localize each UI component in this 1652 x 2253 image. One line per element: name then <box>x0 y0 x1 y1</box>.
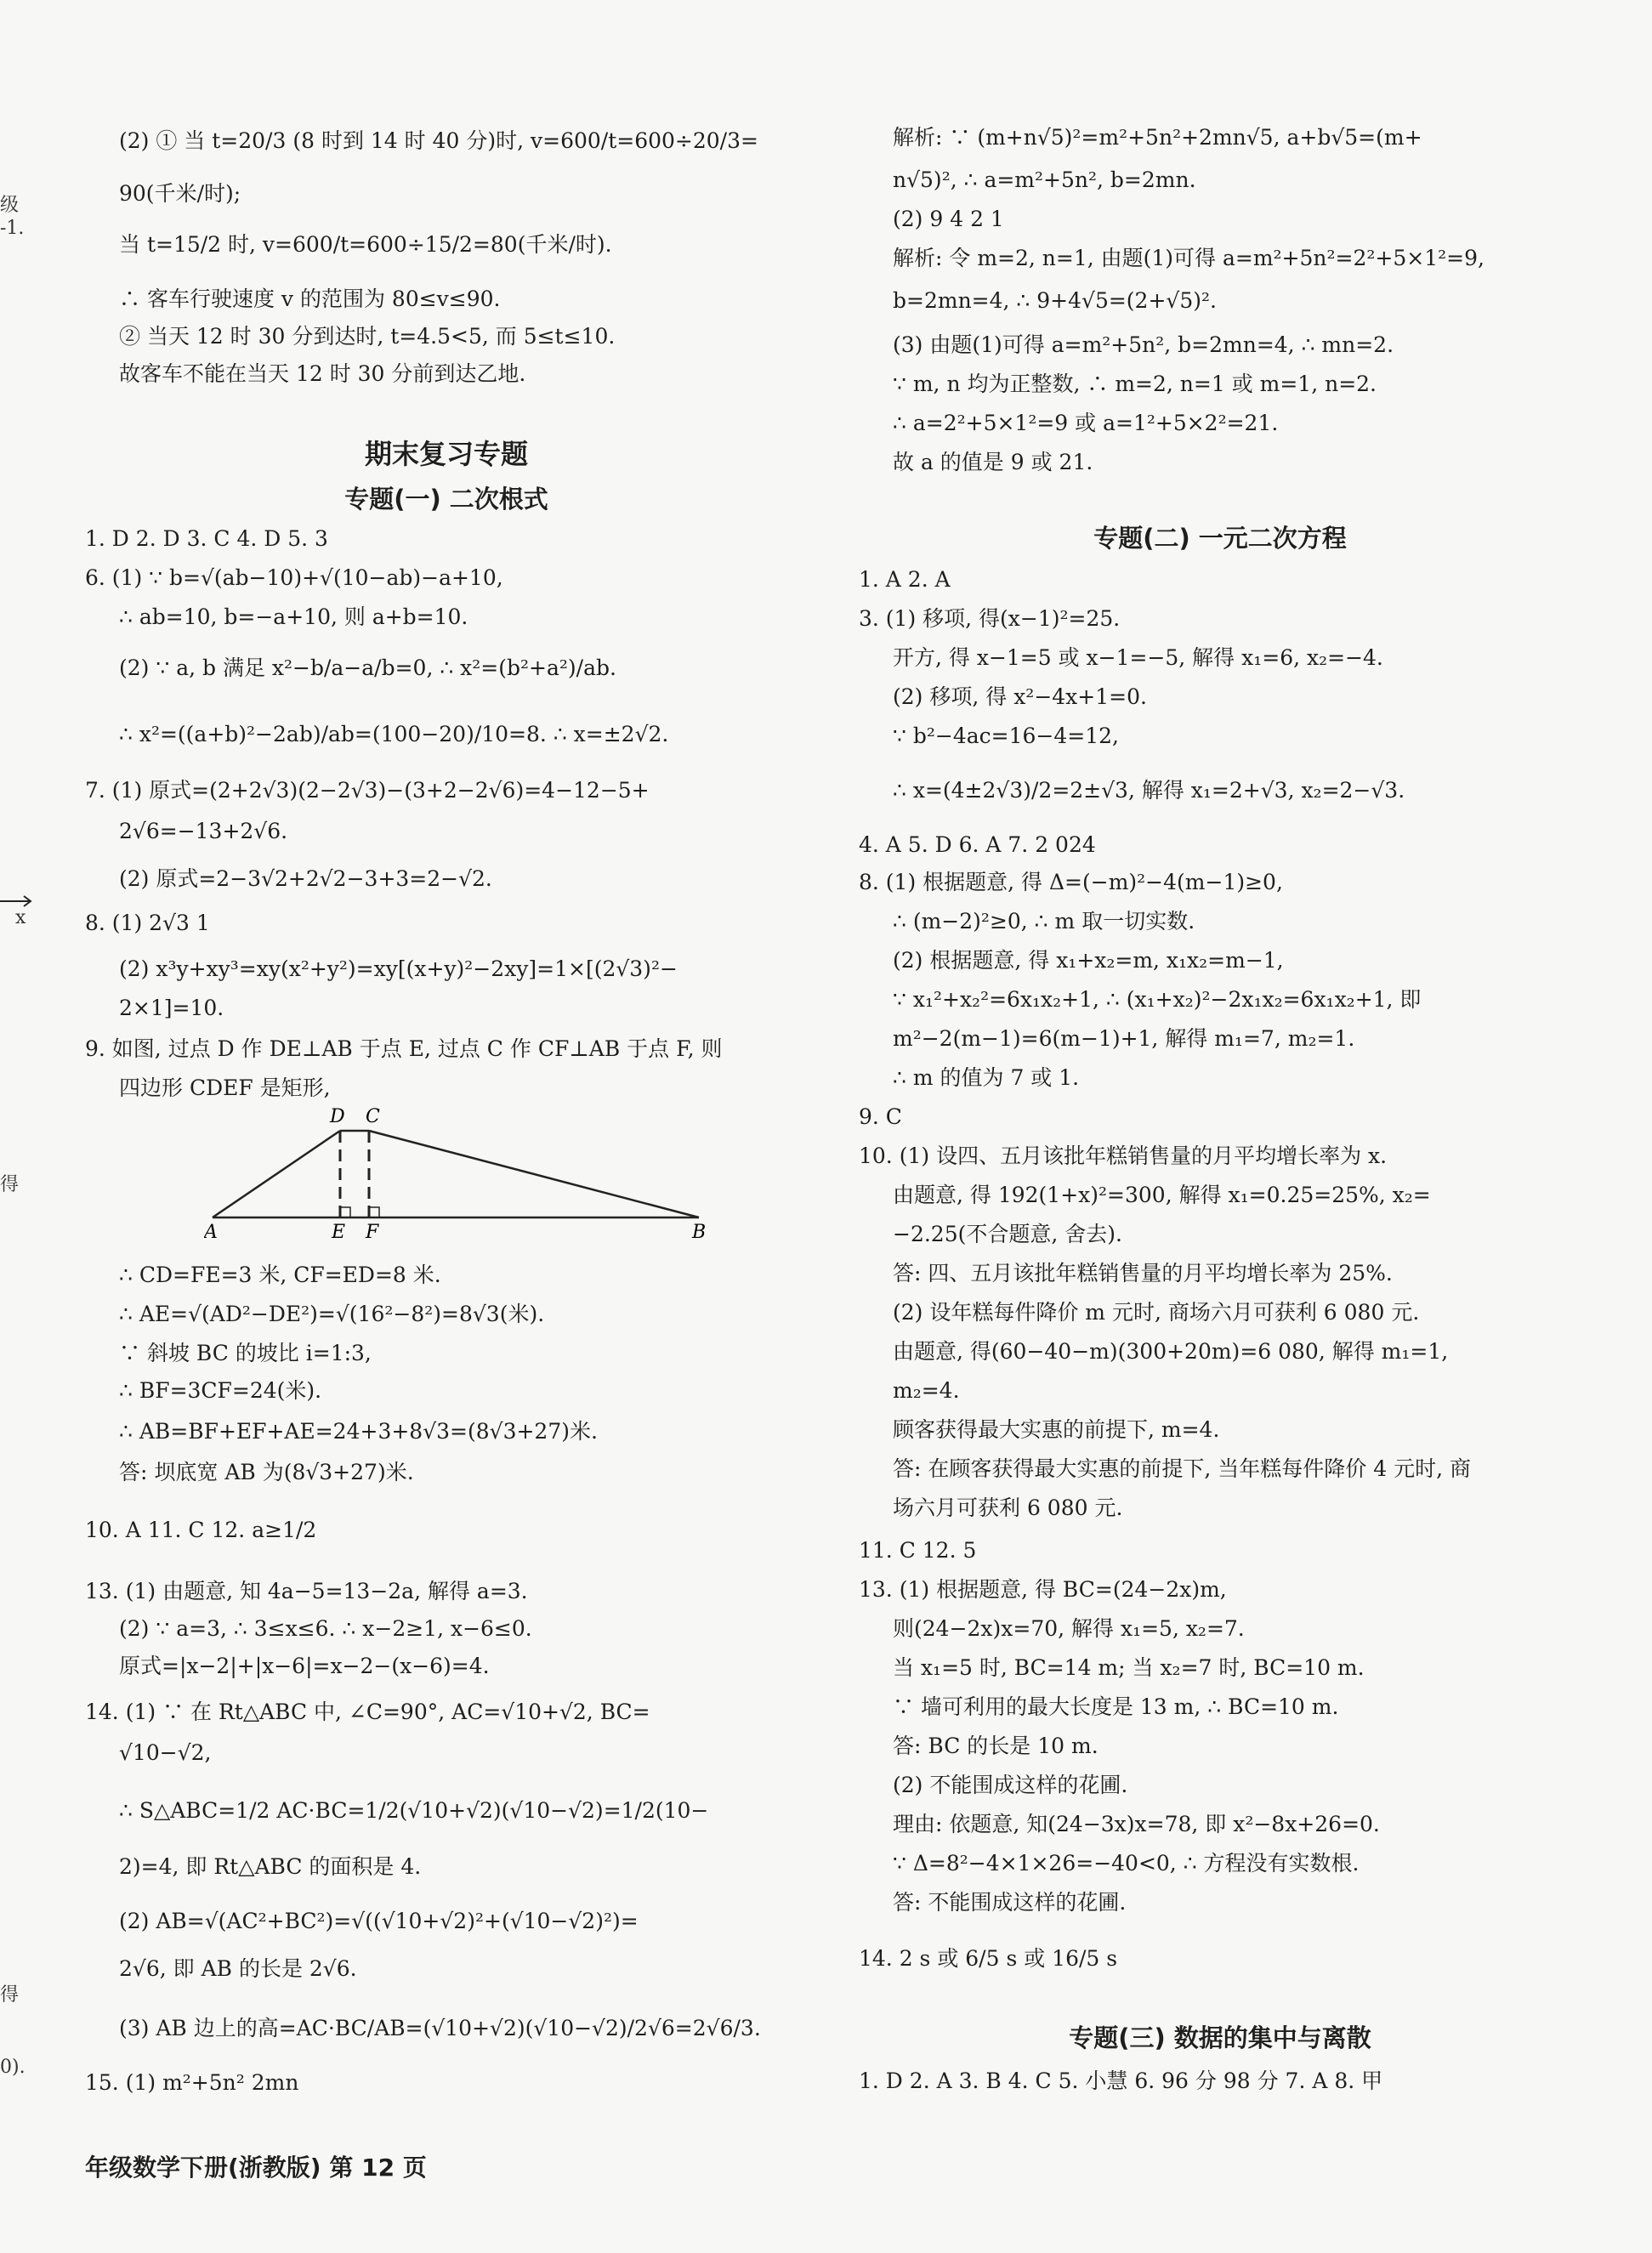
answer-line: m²−2(m−1)=6(m−1)+1, 解得 m₁=7, m₂=1. <box>893 1026 1355 1051</box>
text-line: 故客车不能在当天 12 时 30 分前到达乙地. <box>119 361 526 386</box>
answer-line: m₂=4. <box>893 1378 960 1403</box>
answer-line: 2×1]=10. <box>119 996 224 1020</box>
answer-line: 13. (1) 由题意, 知 4a−5=13−2a, 解得 a=3. <box>85 1579 528 1603</box>
answer-line: 当 x₁=5 时, BC=14 m; 当 x₂=7 时, BC=10 m. <box>893 1655 1365 1680</box>
text-line: n√5)², ∴ a=m²+5n², b=2mn. <box>893 167 1196 192</box>
answer-line: 1. D 2. A 3. B 4. C 5. 小慧 6. 96 分 98 分 7. A 8. 甲 <box>859 2069 1383 2093</box>
answer-line: (2) 移项, 得 x²−4x+1=0. <box>893 684 1147 709</box>
answer-line: 答: 四、五月该批年糕销售量的月平均增长率为 25%. <box>893 1261 1393 1285</box>
answer-line: 3. (1) 移项, 得(x−1)²=25. <box>859 606 1121 631</box>
trapezoid-figure <box>204 1102 714 1238</box>
answer-line: (2) 根据题意, 得 x₁+x₂=m, x₁x₂=m−1, <box>893 948 1284 973</box>
answer-line: 10. A 11. C 12. a≥1/2 <box>85 1518 317 1542</box>
answer-line: 9. 如图, 过点 D 作 DE⊥AB 于点 E, 过点 C 作 CF⊥AB 于点 F, 则 <box>85 1036 723 1061</box>
answer-line: 答: 在顾客获得最大实惠的前提下, 当年糕每件降价 4 元时, 商 <box>893 1456 1471 1481</box>
answer-line: (2) x³y+xy³=xy(x²+y²)=xy[(x+y)²−2xy]=1×[(2√3)²− <box>119 956 678 981</box>
answer-line: 四边形 CDEF 是矩形, <box>119 1075 331 1100</box>
edge-fragment: 得 <box>0 1174 20 1195</box>
right-angle-e <box>340 1207 350 1217</box>
text-line: ∵ m, n 均为正整数, ∴ m=2, n=1 或 m=1, n=2. <box>893 372 1377 396</box>
text-line: 90(千米/时); <box>119 181 241 206</box>
edge-fragment: 得 <box>0 1984 20 2006</box>
label-a: A <box>204 1222 218 1238</box>
text-line: b=2mn=4, ∴ 9+4√5=(2+√5)². <box>893 288 1217 313</box>
answer-line: 2√6, 即 AB 的长是 2√6. <box>119 1956 357 1981</box>
answer-line: 答: 不能围成这样的花圃. <box>893 1890 1127 1915</box>
answer-line: ∵ x₁²+x₂²=6x₁x₂+1, ∴ (x₁+x₂)²−2x₁x₂=6x₁x₂+1, 即 <box>893 987 1422 1012</box>
answer-line: ∵ Δ=8²−4×1×26=−40<0, ∴ 方程没有实数根. <box>893 1851 1360 1876</box>
answer-line: ∴ ab=10, b=−a+10, 则 a+b=10. <box>119 604 468 629</box>
text-line: (2) 9 4 2 1 <box>893 207 1004 231</box>
answer-line: 理由: 依题意, 知(24−3x)x=78, 即 x²−8x+26=0. <box>893 1812 1380 1836</box>
answer-line: 4. A 5. D 6. A 7. 2 024 <box>859 832 1096 857</box>
segment-cb <box>369 1131 699 1217</box>
answer-line: 场六月可获利 6 080 元. <box>893 1495 1123 1520</box>
answer-line: 8. (1) 根据题意, 得 Δ=(−m)²−4(m−1)≥0, <box>859 870 1283 894</box>
segment-ad <box>213 1131 340 1217</box>
edge-fragment: -1. <box>0 218 25 239</box>
answer-line: ∴ AE=√(AD²−DE²)=√(16²−8²)=8√3(米). <box>119 1302 545 1326</box>
right-angle-f <box>369 1207 379 1217</box>
text-line: 故 a 的值是 9 或 21. <box>893 450 1093 474</box>
answer-line: 6. (1) ∵ b=√(ab−10)+√(10−ab)−a+10, <box>85 565 503 590</box>
answer-line: √10−√2, <box>119 1740 212 1765</box>
section-title: 期末复习专题 <box>364 438 528 470</box>
answer-line: 10. (1) 设四、五月该批年糕销售量的月平均增长率为 x. <box>859 1144 1388 1168</box>
answer-line: ∴ x=(4±2√3)/2=2±√3, 解得 x₁=2+√3, x₂=2−√3. <box>893 778 1405 803</box>
answer-line: (2) ∵ a, b 满足 x²−b/a−a/b=0, ∴ x²=(b²+a²)/ab. <box>119 655 616 680</box>
text-line: (2) ① 当 t=20/3 (8 时到 14 时 40 分)时, v=600/t=600÷20/3= <box>119 128 758 153</box>
answer-line: 7. (1) 原式=(2+2√3)(2−2√3)−(3+2−2√6)=4−12−5+ <box>85 778 650 803</box>
answer-line: 2√6=−13+2√6. <box>119 819 288 843</box>
text-line: ② 当天 12 时 30 分到达时, t=4.5<5, 而 5≤t≤10. <box>119 324 616 349</box>
answer-line: 由题意, 得(60−40−m)(300+20m)=6 080, 解得 m₁=1, <box>893 1339 1449 1364</box>
answer-line: ∴ AB=BF+EF+AE=24+3+8√3=(8√3+27)米. <box>119 1419 598 1444</box>
edge-fragment: x <box>15 907 26 928</box>
answer-line: (2) 原式=2−3√2+2√2−3+3=2−√2. <box>119 866 492 891</box>
answer-line: 1. D 2. D 3. C 4. D 5. 3 <box>85 526 328 551</box>
label-d: D <box>330 1106 345 1127</box>
answer-line: (2) 设年糕每件降价 m 元时, 商场六月可获利 6 080 元. <box>893 1300 1420 1325</box>
answer-line: (2) 不能围成这样的花圃. <box>893 1773 1128 1797</box>
answer-line: 答: BC 的长是 10 m. <box>893 1734 1098 1758</box>
answer-line: ∵ 墙可利用的最大长度是 13 m, ∴ BC=10 m. <box>893 1694 1339 1719</box>
answer-line: 14. 2 s 或 6/5 s 或 16/5 s <box>859 1946 1118 1971</box>
answer-line: −2.25(不合题意, 舍去). <box>893 1222 1122 1246</box>
text-line: (3) 由题(1)可得 a=m²+5n², b=2mn=4, ∴ mn=2. <box>893 332 1394 357</box>
answer-line: 开方, 得 x−1=5 或 x−1=−5, 解得 x₁=6, x₂=−4. <box>893 645 1383 670</box>
label-f: F <box>366 1222 379 1238</box>
edge-fragment: 级 <box>0 195 20 216</box>
answer-line: ∴ BF=3CF=24(米). <box>119 1378 322 1403</box>
text-line: 解析: 令 m=2, n=1, 由题(1)可得 a=m²+5n²=2²+5×1²=9, <box>893 246 1485 270</box>
answer-line: ∴ (m−2)²≥0, ∴ m 取一切实数. <box>893 909 1195 934</box>
answer-line: (3) AB 边上的高=AC·BC/AB=(√10+√2)(√10−√2)/2√6=2√6/3. <box>119 2016 761 2040</box>
text-line: ∴ 客车行驶速度 v 的范围为 80≤v≤90. <box>119 287 501 311</box>
label-b: B <box>692 1222 707 1238</box>
answer-line: 答: 坝底宽 AB 为(8√3+27)米. <box>119 1460 414 1484</box>
answer-line: ∴ CD=FE=3 米, CF=ED=8 米. <box>119 1263 441 1287</box>
edge-arrow <box>0 893 34 910</box>
answer-line: 11. C 12. 5 <box>859 1538 977 1563</box>
answer-line: ∴ x²=((a+b)²−2ab)/ab=(100−20)/10=8. ∴ x=±2√2. <box>119 722 669 746</box>
topic-title: 专题(一) 二次根式 <box>344 485 548 514</box>
answer-line: 原式=|x−2|+|x−6|=x−2−(x−6)=4. <box>119 1654 490 1678</box>
answer-line: (2) AB=√(AC²+BC²)=√((√10+√2)²+(√10−√2)²)= <box>119 1909 639 1933</box>
answer-line: 顾客获得最大实惠的前提下, m=4. <box>893 1417 1220 1442</box>
answer-line: 13. (1) 根据题意, 得 BC=(24−2x)m, <box>859 1577 1227 1602</box>
answer-line: 14. (1) ∵ 在 Rt△ABC 中, ∠C=90°, AC=√10+√2, BC= <box>85 1700 650 1724</box>
edge-fragment: 0). <box>0 2057 26 2078</box>
answer-line: 1. A 2. A <box>859 567 951 592</box>
text-line: 解析: ∵ (m+n√5)²=m²+5n²+2mn√5, a+b√5=(m+ <box>893 125 1422 150</box>
answer-line: ∴ S△ABC=1/2 AC·BC=1/2(√10+√2)(√10−√2)=1/2(10− <box>119 1798 709 1823</box>
page-footer: 年级数学下册(浙教版) 第 12 页 <box>85 2154 427 2182</box>
topic-title: 专题(二) 一元二次方程 <box>1093 524 1347 553</box>
answer-line: 由题意, 得 192(1+x)²=300, 解得 x₁=0.25=25%, x₂= <box>893 1183 1431 1207</box>
label-c: C <box>366 1106 380 1127</box>
answer-line: 2)=4, 即 Rt△ABC 的面积是 4. <box>119 1854 422 1879</box>
label-e: E <box>332 1222 346 1238</box>
text-line: 当 t=15/2 时, v=600/t=600÷15/2=80(千米/时). <box>119 232 612 257</box>
answer-line: ∵ b²−4ac=16−4=12, <box>893 724 1119 748</box>
answer-line: ∴ m 的值为 7 或 1. <box>893 1065 1080 1090</box>
answer-line: 9. C <box>859 1104 902 1129</box>
answer-line: 则(24−2x)x=70, 解得 x₁=5, x₂=7. <box>893 1616 1245 1641</box>
text-line: ∴ a=2²+5×1²=9 或 a=1²+5×2²=21. <box>893 411 1279 435</box>
answer-line: (2) ∵ a=3, ∴ 3≤x≤6. ∴ x−2≥1, x−6≤0. <box>119 1616 532 1641</box>
answer-line: 15. (1) m²+5n² 2mn <box>85 2070 299 2095</box>
answer-line: ∵ 斜坡 BC 的坡比 i=1:3, <box>119 1341 372 1365</box>
topic-title: 专题(三) 数据的集中与离散 <box>1069 2023 1371 2052</box>
answer-line: 8. (1) 2√3 1 <box>85 911 210 935</box>
